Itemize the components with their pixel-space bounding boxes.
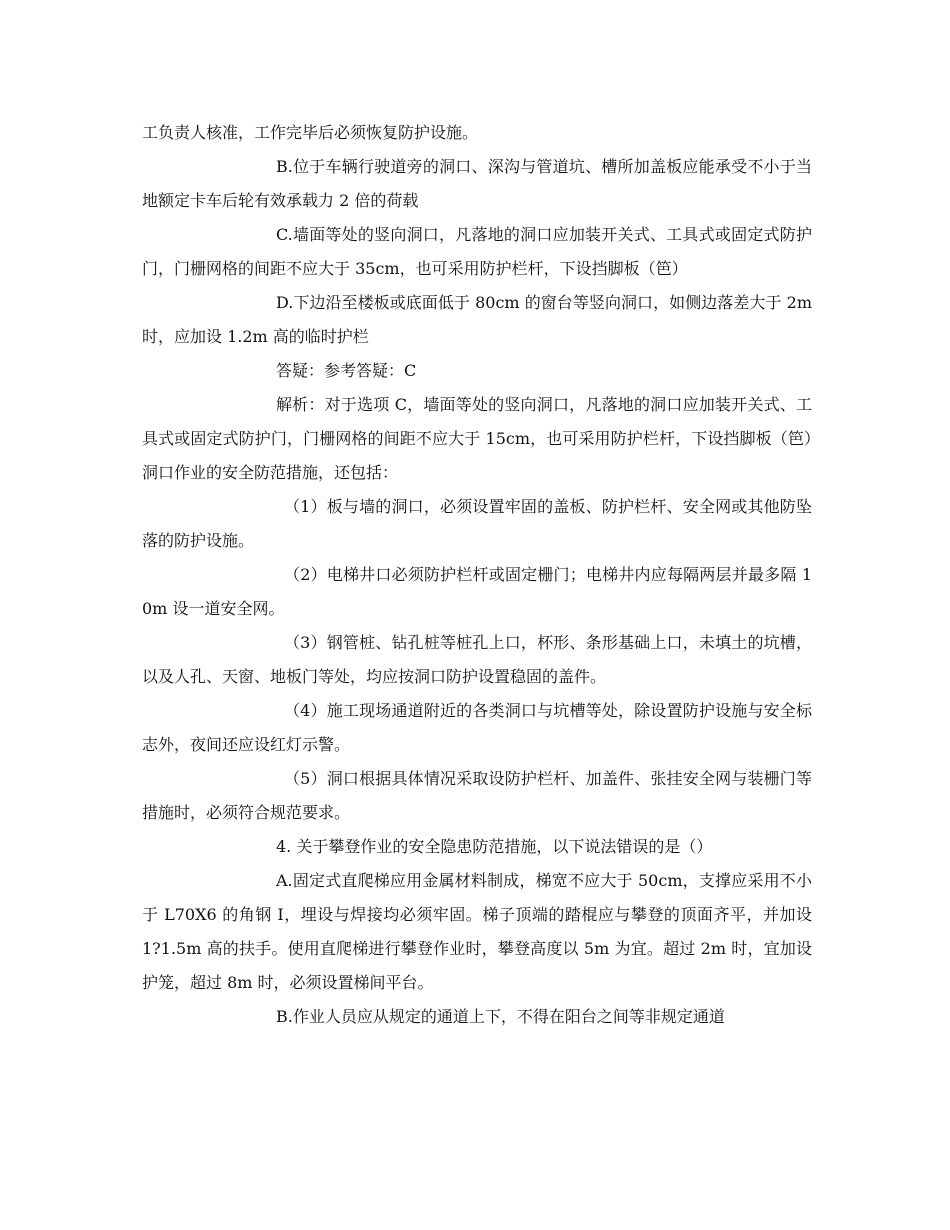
measure-item-5: （5）洞口根据具体情况采取设防护栏杆、加盖件、张挂安全网与装栅门等措施时，必须符合规范要求。 [142,769,812,822]
paragraph-continuation: 工负责人核准，工作完毕后必须恢复防护设施。 [142,123,479,142]
question-4-heading: 4. 关于攀登作业的安全隐患防范措施，以下说法错误的是（） [276,837,713,856]
question-4-option-b: B.作业人员应从规定的通道上下，不得在阳台之间等非规定通道 [276,1007,725,1026]
measure-item-4: （4）施工现场通道附近的各类洞口与坑槽等处，除设置防护设施与安全标志外，夜间还应设红灯示警。 [142,701,812,754]
measure-item-3: （3）钢管桩、钻孔桩等桩孔上口，杯形、条形基础上口，未填土的坑槽，以及人孔、天窗、地板门等处，均应按洞口防护设置稳固的盖件。 [142,633,812,686]
measure-item-1: （1）板与墙的洞口，必须设置牢固的盖板、防护栏杆、安全网或其他防坠落的防护设施。 [142,497,812,550]
measure-item-2: （2）电梯井口必须防护栏杆或固定栅门；电梯井内应每隔两层并最多隔 10m 设一道安全网。 [142,565,812,618]
option-d-paragraph: D.下边沿至楼板或底面低于 80cm 的窗台等竖向洞口，如侧边落差大于 2m 时，应加设 1.2m 高的临时护栏 [142,293,812,346]
document-body [142,116,812,1034]
option-c-paragraph: C.墙面等处的竖向洞口，凡落地的洞口应加装开关式、工具式或固定式防护门，门栅网格的间距不应大于 35cm，也可采用防护栏杆，下设挡脚板（笆） [142,225,812,278]
option-b-paragraph: B.位于车辆行驶道旁的洞口、深沟与管道坑、槽所加盖板应能承受不小于当地额定卡车后轮有效承载力 2 倍的荷载 [142,157,812,210]
question-4-option-a: A.固定式直爬梯应用金属材料制成，梯宽不应大于 50cm，支撑应采用不小于 L70X6 的角钢 I，埋设与焊接均必须牢固。梯子顶端的踏棍应与攀登的顶面齐平，并加设 1?1.5m 高的扶手。使用直爬梯进行攀登作业时，攀登高度以 5m 为宜。超过 2m 时，宜加设护笼，超过 8m 时，必须设置梯间平台。 [142,871,812,992]
answer-paragraph: 答疑：参考答疑：C [276,361,417,380]
analysis-paragraph: 解析：对于选项 C，墙面等处的竖向洞口，凡落地的洞口应加装开关式、工具式或固定式防护门，门栅网格的间距不应大于 15cm，也可采用防护栏杆，下设挡脚板（笆）洞口作业的安全防范措施，还包括： [142,395,812,482]
